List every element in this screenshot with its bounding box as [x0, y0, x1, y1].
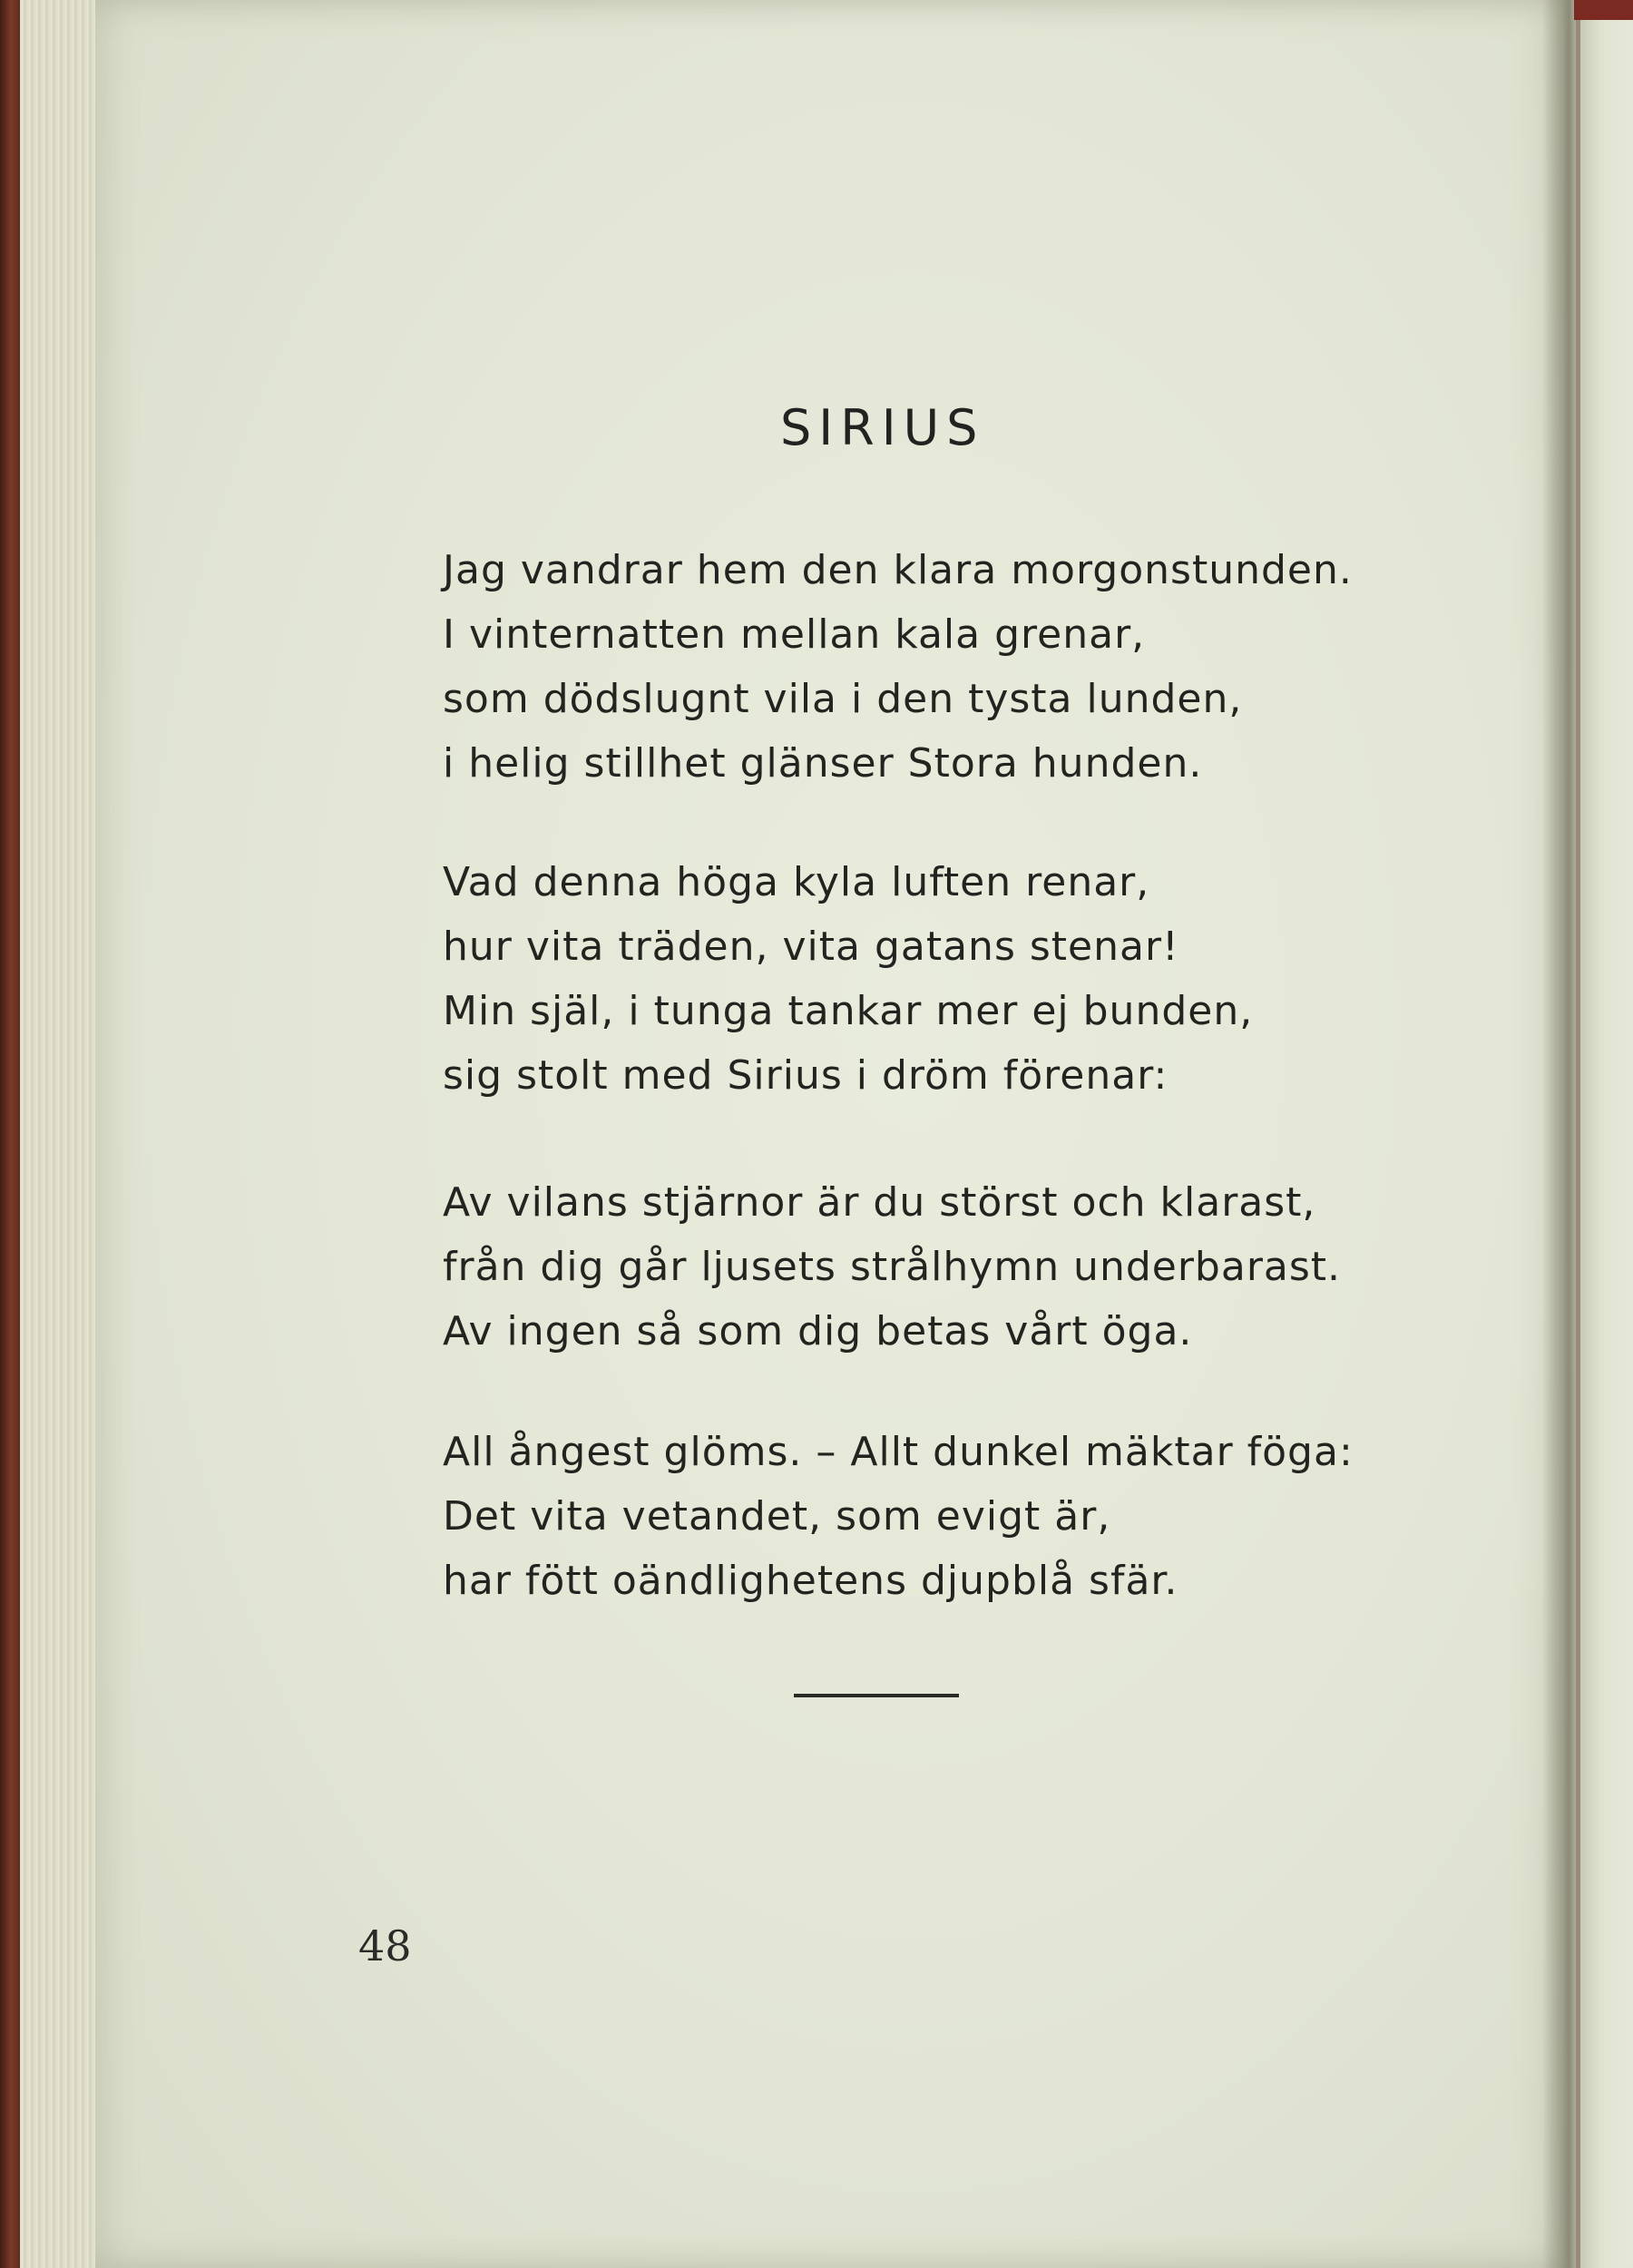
poem-line: All ångest glöms. – Allt dunkel mäktar föga:: [443, 1429, 1354, 1475]
poem-line: Av ingen så som dig betas vårt öga.: [443, 1308, 1193, 1354]
page-number: 48: [358, 1921, 412, 1970]
stanza-1: [443, 538, 1353, 796]
poem-line: Av vilans stjärnor är du störst och klarast,: [443, 1179, 1316, 1226]
poem-line: I vinternatten mellan kala grenar,: [443, 611, 1146, 658]
poem-line: i helig stillhet glänser Stora hunden.: [443, 740, 1203, 787]
stanza-2: [443, 850, 1253, 1108]
stanza-3: [443, 1170, 1341, 1364]
poem-line: från dig går ljusets strålhymn underbarast.: [443, 1244, 1342, 1290]
poem-line: Det vita vetandet, som evigt är,: [443, 1493, 1111, 1540]
end-rule: [794, 1694, 959, 1697]
poem-title: SIRIUS: [780, 399, 985, 456]
poem-line: Jag vandrar hem den klara morgonstunden.: [443, 547, 1353, 593]
poem-line: som dödslugnt vila i den tysta lunden,: [443, 676, 1243, 722]
poem-line: har fött oändlighetens djupblå sfär.: [443, 1558, 1178, 1604]
poem-line: hur vita träden, vita gatans stenar!: [443, 924, 1179, 970]
poem-line: sig stolt med Sirius i dröm förenar:: [443, 1052, 1169, 1099]
poem-line: Min själ, i tunga tankar mer ej bunden,: [443, 988, 1254, 1034]
poem-line: Vad denna höga kyla luften renar,: [443, 859, 1150, 905]
stanza-4: [443, 1420, 1354, 1613]
